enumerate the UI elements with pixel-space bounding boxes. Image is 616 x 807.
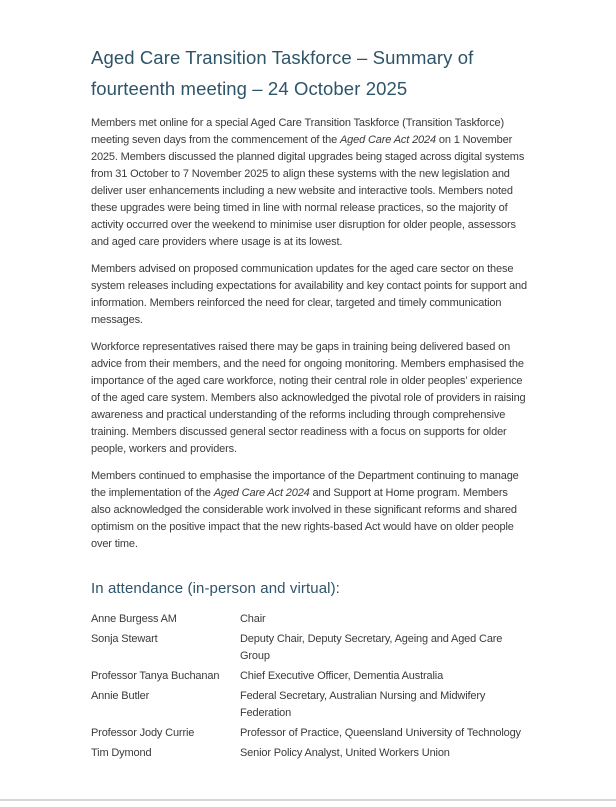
attendance-heading: In attendance (in-person and virtual): (91, 580, 340, 597)
attendee-name: Anne Burgess AM (91, 612, 177, 625)
paragraph (91, 468, 527, 553)
summary-paragraphs (91, 115, 527, 553)
page-bottom-edge (0, 799, 616, 801)
attendee-name: Professor Tanya Buchanan (91, 669, 220, 682)
attendee-role: Professor of Practice, Queensland University of Technology (240, 726, 521, 739)
attendee-row (91, 666, 527, 686)
attendee-name: Tim Dymond (91, 746, 152, 759)
text-run: Members met online for a special Aged Care Transition Taskforce (Transition Taskforce) meeting seven days from the commencement of the (91, 117, 505, 146)
document-title: Aged Care Transition Taskforce – Summary of fourteenth meeting – 24 October 2025 (91, 47, 474, 99)
attendee-name: Professor Jody Currie (91, 726, 195, 739)
italic-act-reference: Aged Care Act 2024 (213, 487, 310, 499)
paragraph (91, 261, 527, 329)
text-run: on 1 November 2025. Members discussed the planned digital upgrades being staged across digital systems from 31 October to 7 November 2025 to align these systems with the new legislation and deliver user enhancements including a new website and interactive tools. Members noted these upgrades were being timed in line with normal release practices, so the majority of activity occurred over the weekend to minimise user disruption for older people, assessors and aged care providers where usage is at its lowest. (91, 134, 525, 248)
italic-act-reference: Aged Care Act 2024 (339, 134, 436, 146)
attendee-role: Deputy Chair, Deputy Secretary, Ageing and Aged Care Group (240, 632, 503, 662)
attendee-row (91, 723, 527, 743)
attendee-role: Chief Executive Officer, Dementia Australia (240, 669, 444, 682)
attendee-role: Senior Policy Analyst, United Workers Union (240, 746, 450, 759)
attendee-role: Chair (240, 612, 266, 625)
attendee-row (91, 686, 527, 723)
attendee-row (91, 629, 527, 666)
text-run: Workforce representatives raised there may be gaps in training being delivered based on advice from their members, and the need for ongoing monitoring. Members emphasised the importance of the aged care workforce, noting their central role in older peoples’ experience of the aged care system. Members also acknowledged the pivotal role of providers in raising awareness and practical understanding of the reforms including through comprehensive training. Members discussed general sector readiness with a focus on supports for older people, workers and providers. (91, 341, 526, 455)
text-run: Members advised on proposed communication updates for the aged care sector on these system releases including expectations for availability and key contact points for support and information. Members reinforced the need for clear, targeted and timely communication messages. (91, 263, 527, 326)
paragraph (91, 115, 527, 251)
attendee-row (91, 609, 527, 629)
attendee-row (91, 743, 527, 763)
attendance-table (91, 609, 527, 763)
text-run: Members continued to emphasise the importance of the Department continuing to manage the implementation of the (91, 470, 519, 499)
attendee-name: Sonja Stewart (91, 632, 158, 645)
attendee-name: Annie Butler (91, 689, 150, 702)
paragraph (91, 339, 527, 458)
text-run: and Support at Home program. Members also acknowledged the considerable work involved in these significant reforms and shared optimism on the positive impact that the new rights-based Act would have on older people over time. (91, 487, 517, 550)
attendee-role: Federal Secretary, Australian Nursing and Midwifery Federation (240, 689, 486, 719)
